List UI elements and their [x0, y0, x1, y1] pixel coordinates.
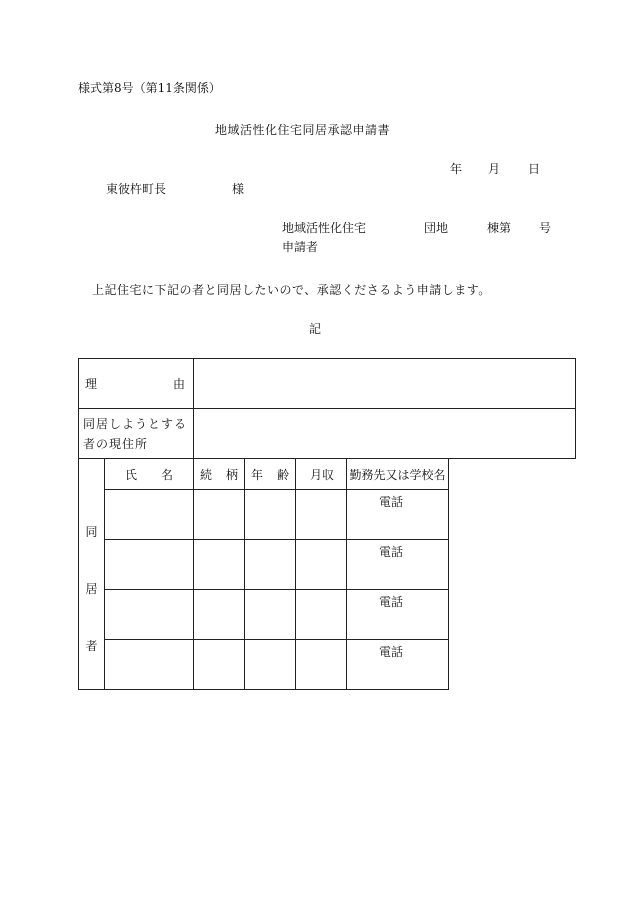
cohabitant-age-cell[interactable] — [245, 490, 296, 540]
reason-label-char-1: 理 — [85, 377, 98, 391]
reason-label-cell — [79, 359, 194, 409]
current-address-input-cell[interactable] — [194, 409, 576, 459]
col-header-name: 氏 名 — [105, 459, 194, 490]
cohabitant-income-cell[interactable] — [296, 640, 347, 690]
applicant-building-label: 棟第 — [487, 221, 512, 235]
cohabitant-row — [79, 590, 576, 640]
col-header-relation: 続 柄 — [194, 459, 245, 490]
col-header-workplace: 勤務先又は学校名 — [347, 459, 449, 490]
phone-label: 電話 — [379, 544, 404, 559]
cohabitant-workplace-cell[interactable] — [347, 640, 449, 690]
ki-label: 記 — [309, 322, 322, 336]
applicant-label: 申請者 — [282, 240, 319, 254]
body-text: 上記住宅に下記の者と同居したいので、承認くださるよう申請します。 — [92, 283, 491, 297]
cohabitant-relation-cell[interactable] — [194, 590, 245, 640]
current-address-label-cell — [79, 409, 194, 459]
cohabitant-workplace-cell[interactable] — [347, 590, 449, 640]
reason-label-char-2: 由 — [172, 377, 185, 391]
date-day-label: 日 — [528, 162, 541, 176]
applicant-number-label: 号 — [539, 221, 552, 235]
applicant-housing-label: 地域活性化住宅 — [282, 221, 367, 235]
cohabitant-workplace-cell[interactable] — [347, 540, 449, 590]
current-address-label-line2: 者の現住所 — [83, 436, 149, 451]
cohabitant-relation-cell[interactable] — [194, 640, 245, 690]
cohabitant-label-char-1: 同 — [85, 524, 98, 539]
cohabitant-income-cell[interactable] — [296, 590, 347, 640]
applicant-complex-label: 団地 — [424, 221, 449, 235]
cohabitant-name-cell[interactable] — [105, 490, 194, 540]
addressee-honorific: 様 — [232, 182, 245, 196]
date-month-label: 月 — [488, 162, 501, 176]
cohabitant-income-cell[interactable] — [296, 490, 347, 540]
reason-input-cell[interactable] — [194, 359, 576, 409]
form-number: 様式第8号（第11条関係） — [78, 81, 221, 95]
cohabitant-row — [79, 640, 576, 690]
phone-label: 電話 — [379, 494, 404, 509]
col-header-age: 年 齢 — [245, 459, 296, 490]
cohabitant-age-cell[interactable] — [245, 640, 296, 690]
phone-label: 電話 — [379, 594, 404, 609]
date-year-label: 年 — [450, 162, 463, 176]
current-address-label-line1: 同居しようとする — [83, 416, 188, 431]
cohabitant-row — [79, 490, 576, 540]
cohabitant-relation-cell[interactable] — [194, 490, 245, 540]
addressee-name: 東彼杵町長 — [106, 182, 167, 196]
cohabitant-income-cell[interactable] — [296, 540, 347, 590]
cohabitant-name-cell[interactable] — [105, 640, 194, 690]
cohabitant-relation-cell[interactable] — [194, 540, 245, 590]
cohabitation-table — [78, 358, 576, 690]
col-header-income: 月 収 — [296, 459, 347, 490]
cohabitant-label-cell — [79, 459, 105, 690]
cohabitant-row — [79, 540, 576, 590]
cohabitant-name-cell[interactable] — [105, 590, 194, 640]
cohabitant-age-cell[interactable] — [245, 590, 296, 640]
cohabitant-label-char-2: 居 — [85, 581, 98, 596]
cohabitant-name-cell[interactable] — [105, 540, 194, 590]
phone-label: 電話 — [379, 644, 404, 659]
cohabitant-age-cell[interactable] — [245, 540, 296, 590]
document-title: 地域活性化住宅同居承認申請書 — [215, 123, 391, 137]
cohabitant-workplace-cell[interactable] — [347, 490, 449, 540]
cohabitant-label-char-3: 者 — [85, 638, 98, 653]
